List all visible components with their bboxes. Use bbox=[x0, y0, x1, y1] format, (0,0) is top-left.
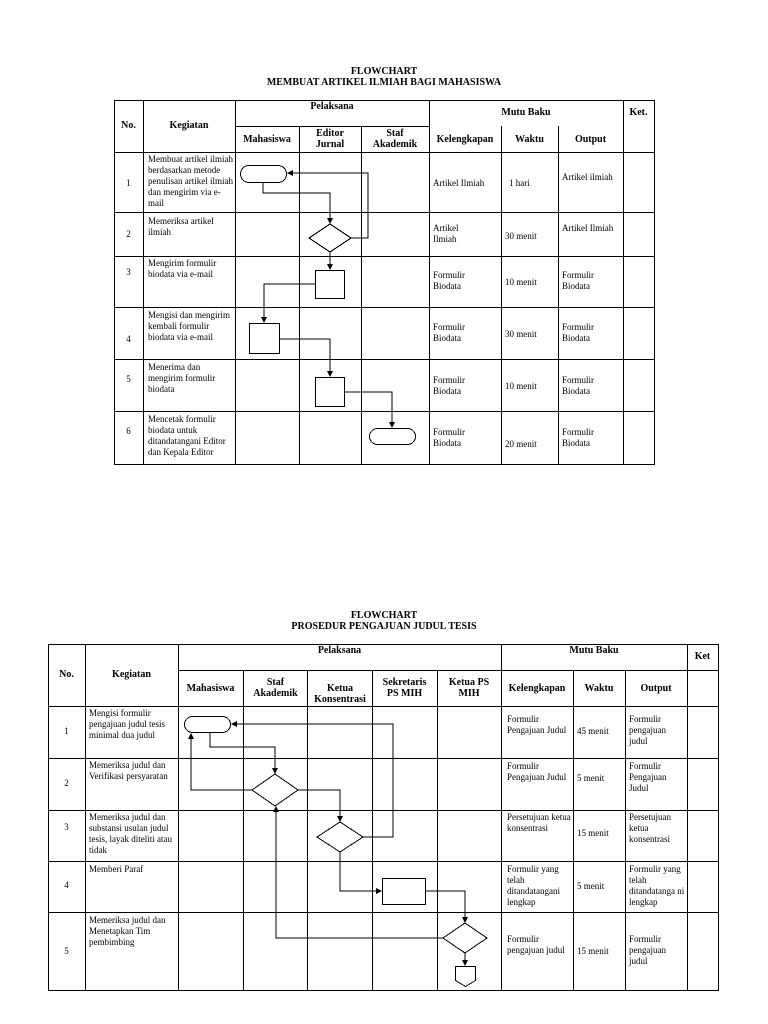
t1-row6-no: 6 bbox=[126, 426, 131, 436]
t2-row4-kelengkapan: Formulir yang telah ditandatangani lengkap bbox=[507, 864, 560, 907]
t1-row5-waktu: 10 menit bbox=[505, 381, 537, 391]
t1-header-output: Output bbox=[574, 134, 607, 145]
flowchart2-title-line1: FLOWCHART bbox=[350, 610, 418, 621]
t1-row3-output: Formulir Biodata bbox=[562, 270, 595, 291]
t1-row1-kelengkapan: Artikel Ilmiah bbox=[433, 178, 485, 188]
t1-header-pelaksana: Pelaksana bbox=[310, 101, 354, 112]
t2-row1-kegiatan: Mengisi formulir pengajuan judul tesis minimal dua judul bbox=[89, 708, 165, 740]
t1-row1-waktu: 1 hari bbox=[509, 178, 530, 188]
t2-header-kegiatan: Kegiatan bbox=[112, 669, 151, 680]
t2-header-output: Output bbox=[640, 683, 672, 694]
t2-row5-kelengkapan: Formulir pengajuan judul bbox=[507, 934, 565, 955]
t1-row2-no: 2 bbox=[126, 229, 131, 239]
t2-header-staf-akademik: Staf Akademik bbox=[253, 677, 298, 699]
t2-header-pelaksana: Pelaksana bbox=[317, 645, 362, 656]
process-box-row4 bbox=[383, 879, 426, 905]
t1-row3-waktu: 10 menit bbox=[505, 277, 537, 287]
t2-header-mahasiswa: Mahasiswa bbox=[186, 683, 235, 694]
t1-row4-waktu: 30 menit bbox=[505, 329, 537, 339]
t1-row1-no: 1 bbox=[126, 178, 131, 188]
t1-row1-output: Artikel ilmiah bbox=[562, 172, 613, 182]
t2-row4-kegiatan: Memberi Paraf bbox=[89, 864, 144, 874]
t2-row5-waktu: 15 menit bbox=[577, 946, 609, 956]
t1-row1-kegiatan: Membuat artikel ilmiah berdasarkan metode penulisan artikel ilmiah dan mengirim via e-mail bbox=[148, 154, 233, 208]
flowchart1-title-line2: MEMBUAT ARTIKEL ILMIAH BAGI MAHASISWA bbox=[266, 77, 502, 88]
t1-row4-kelengkapan: Formulir Biodata bbox=[433, 322, 466, 343]
t2-row2-kegiatan: Memeriksa judul dan Verifikasi persyaratan bbox=[89, 760, 168, 781]
t1-header-waktu: Waktu bbox=[515, 134, 544, 145]
t2-row1-no: 1 bbox=[64, 726, 69, 736]
t2-row4-no: 4 bbox=[64, 880, 69, 890]
t1-header-mahasiswa: Mahasiswa bbox=[243, 134, 291, 145]
flowchart2-shapes bbox=[185, 717, 488, 987]
t1-row4-output: Formulir Biodata bbox=[562, 322, 595, 343]
t1-header-kegiatan: Kegiatan bbox=[169, 120, 209, 131]
decision-diamond-row5 bbox=[443, 923, 487, 953]
t2-row5-output: Formulir pengajuan judul bbox=[629, 934, 666, 966]
t2-header-mutu-baku: Mutu Baku bbox=[569, 645, 619, 656]
decision-diamond-row2 bbox=[252, 774, 298, 806]
terminator-start bbox=[185, 717, 231, 733]
t2-header-no: No. bbox=[59, 669, 74, 680]
t2-header-ket: Ket bbox=[694, 651, 711, 662]
t2-row5-kegiatan: Memeriksa judul dan Menetapkan Tim pembimbing bbox=[89, 915, 166, 947]
t2-row2-no: 2 bbox=[64, 778, 69, 788]
t1-row6-kelengkapan: Formulir Biodata bbox=[433, 427, 466, 448]
t2-row3-no: 3 bbox=[64, 822, 69, 832]
t1-row3-kelengkapan: Formulir Biodata bbox=[433, 270, 466, 291]
t1-row2-kegiatan: Memeriksa artikel ilmiah bbox=[148, 216, 214, 237]
t2-row1-kelengkapan: Formulir Pengajuan Judul bbox=[507, 714, 567, 735]
t1-header-mutu-baku: Mutu Baku bbox=[501, 107, 551, 118]
flowchart2-title-line2: PROSEDUR PENGAJUAN JUDUL TESIS bbox=[291, 621, 477, 632]
t1-header-editor-jurnal: Editor Jurnal bbox=[315, 128, 345, 150]
t2-row4-waktu: 5 menit bbox=[577, 881, 605, 891]
t1-row3-no: 3 bbox=[126, 267, 131, 277]
t1-row5-kegiatan: Menerima dan mengirim formulir biodata bbox=[148, 362, 216, 394]
t2-row5-no: 5 bbox=[64, 946, 69, 956]
offpage-connector bbox=[456, 967, 476, 987]
t2-row3-kegiatan: Memeriksa judul dan substansi usulan judul tesis, layak diteliti atau tidak bbox=[89, 812, 172, 855]
t2-row1-output: Formulir pengajuan judul bbox=[629, 714, 666, 746]
t2-header-sekretaris: Sekretaris PS MIH bbox=[382, 677, 427, 699]
t1-row6-kegiatan: Mencetak formulir biodata untuk ditandatangani Editor dan Kepala Editor bbox=[148, 414, 226, 457]
t1-header-no: No. bbox=[121, 120, 136, 131]
decision-diamond-row3 bbox=[317, 822, 363, 852]
t2-row3-output: Persetujuan ketua konsentrasi bbox=[629, 812, 671, 844]
t2-row3-kelengkapan: Persetujuan ketua konsentrasi bbox=[507, 812, 571, 833]
t1-header-staf-akademik: Staf Akademik bbox=[372, 128, 418, 150]
t1-row5-no: 5 bbox=[126, 374, 131, 384]
flowchart1-title-line1: FLOWCHART bbox=[350, 66, 418, 77]
t1-row3-kegiatan: Mengirim formulir biodata via e-mail bbox=[148, 258, 217, 279]
t1-row2-waktu: 30 menit bbox=[505, 231, 537, 241]
t2-header-ketua-konsentrasi: Ketua Konsentrasi bbox=[314, 683, 366, 705]
t1-row5-kelengkapan: Formulir Biodata bbox=[433, 375, 466, 396]
t2-row1-waktu: 45 menit bbox=[577, 726, 609, 736]
t1-header-kelengkapan: Kelengkapan bbox=[436, 134, 494, 145]
t2-header-ketua-ps: Ketua PS MIH bbox=[448, 677, 490, 699]
t1-row2-output: Artikel Ilmiah bbox=[562, 223, 614, 233]
t1-row4-kegiatan: Mengisi dan mengirim kembali formulir biodata via e-mail bbox=[148, 310, 230, 342]
t1-header-ket: Ket. bbox=[629, 107, 648, 118]
t2-header-kelengkapan: Kelengkapan bbox=[508, 683, 566, 694]
t2-row4-output: Formulir yang telah ditandatanga ni lengkap bbox=[629, 864, 685, 907]
t2-row2-waktu: 5 menit bbox=[577, 773, 605, 783]
t2-header-waktu: Waktu bbox=[584, 683, 614, 694]
t2-row3-waktu: 15 menit bbox=[577, 828, 609, 838]
t2-row2-kelengkapan: Formulir Pengajuan Judul bbox=[507, 761, 567, 782]
t1-row6-output: Formulir Biodata bbox=[562, 427, 595, 448]
t1-row5-output: Formulir Biodata bbox=[562, 375, 595, 396]
t1-row2-kelengkapan: Artikel Ilmiah bbox=[433, 223, 459, 244]
t1-row4-no: 4 bbox=[126, 334, 131, 344]
t2-row2-output: Formulir Pengajuan Judul bbox=[629, 761, 667, 793]
t1-row6-waktu: 20 menit bbox=[505, 439, 537, 449]
